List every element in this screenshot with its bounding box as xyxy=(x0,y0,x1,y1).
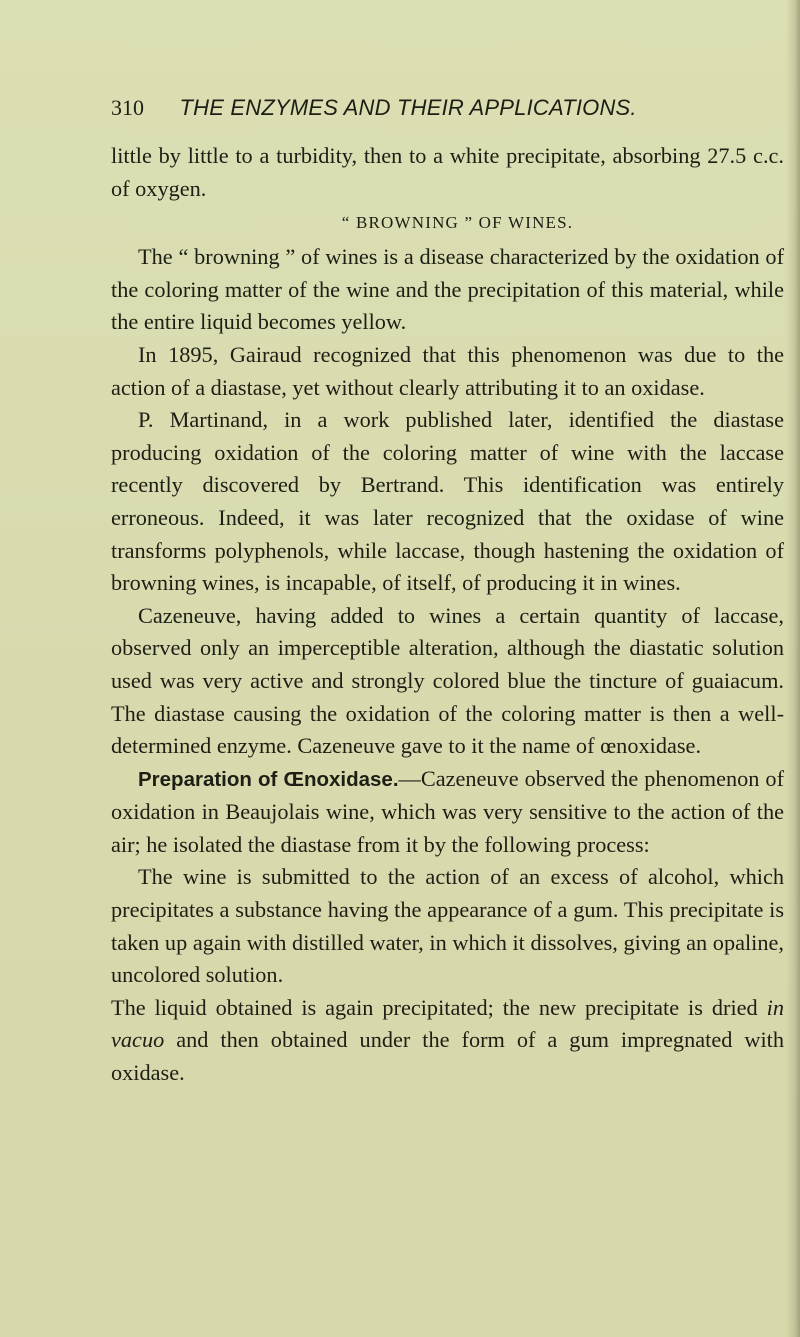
paragraph-5-text: —Cazeneuve observed the phenomenon of oxidation in Beaujolais wine, which was very sensitive to the action of the air; he isolated the diastase from it by the following process: xyxy=(111,765,784,857)
paragraph-6: The wine is submitted to the action of an excess of alcohol, which precipitates a substance having the appearance of a gum. This precipitate is taken up again with distilled water, in which it dissolves, giving an opaline, uncolored solution. xyxy=(111,864,784,988)
page-edge-shadow xyxy=(786,0,800,1337)
paragraph-1: The “ browning ” of wines is a disease characterized by the oxidation of the coloring matter of the wine and the precipitation of this material, while the entire liquid becomes yellow. xyxy=(111,244,784,335)
paragraph-4: Cazeneuve, having added to wines a certain quantity of laccase, observed only an imperceptible alteration, although the diastatic solution used was very active and strongly colored blue the tincture of guaiacum. The diastase causing the oxidation of the coloring matter is then a well-determined enzyme. Cazeneuve gave to it the name of œnoxidase. xyxy=(111,602,784,759)
section-heading: “ BROWNING ” OF WINES. xyxy=(341,213,574,233)
paragraph-5 xyxy=(111,763,784,862)
paragraph-2: In 1895, Gairaud recognized that this phenomenon was due to the action of a diastase, yet without clearly attributing it to an oxidase. xyxy=(111,341,784,400)
paragraph-7 xyxy=(111,992,784,1090)
running-title: THE ENZYMES AND THEIR APPLICATIONS. xyxy=(179,95,637,120)
paragraph-7-end: and then obtained under the form of a gum impregnated with oxidase. xyxy=(111,1027,784,1086)
body-text xyxy=(111,140,784,1090)
paragraph-3: P. Martinand, in a work published later, identified the diastase producing oxidation of the coloring matter of wine with the laccase recently discovered by Bertrand. This identification was entirely erroneous. Indeed, it was later recognized that the oxidase of wine transforms polyphenols, while laccase, though hastening the oxidation of browning wines, is incapable, of itself, of producing it in wines. xyxy=(111,407,784,596)
italic-phrase: in vacuo xyxy=(111,994,784,1053)
page-number: 310 xyxy=(111,95,144,120)
subsection-heading: Preparation of Œnoxidase. xyxy=(138,767,399,791)
page-header xyxy=(111,93,771,123)
paragraph-7-start: The liquid obtained is again precipitated; the new precipitate is dried xyxy=(111,994,767,1020)
paragraph-continuation: little by little to a turbidity, then to a white precipitate, absorbing 27.5 c.c. of oxygen. xyxy=(111,143,784,201)
